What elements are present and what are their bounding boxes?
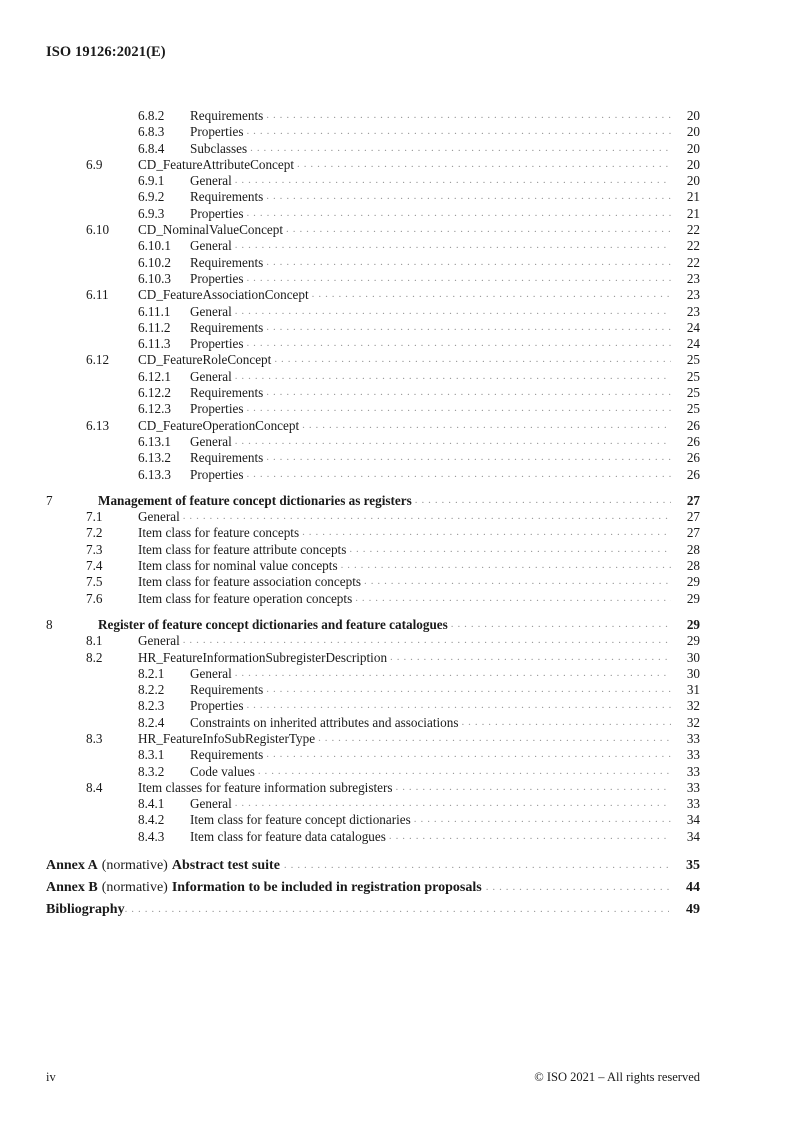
toc-entry[interactable] <box>46 764 700 780</box>
toc-dot-leader <box>341 560 671 573</box>
toc-dot-leader <box>246 469 671 482</box>
toc-dot-leader <box>266 387 671 400</box>
toc-dot-leader <box>312 290 671 303</box>
toc-entry-title: Properties <box>190 205 244 221</box>
toc-entry[interactable] <box>46 715 700 731</box>
toc-dot-leader <box>364 577 671 590</box>
toc-dot-leader <box>235 241 671 254</box>
toc-entry-page-number: 26 <box>686 433 700 449</box>
toc-entry[interactable] <box>46 780 700 796</box>
toc-entry[interactable] <box>46 558 700 574</box>
toc-entry-number: 6.13.3 <box>138 466 171 482</box>
toc-entry[interactable] <box>46 542 700 558</box>
toc-entry-number: 8.3.2 <box>138 763 165 779</box>
toc-entry[interactable] <box>46 574 700 590</box>
toc-entry[interactable] <box>46 124 700 140</box>
toc-entry-page-number: 33 <box>686 730 700 746</box>
toc-dot-leader <box>235 798 671 811</box>
toc-entry-title: Properties <box>190 401 244 417</box>
toc-entry-title: Item classes for feature information subregisters <box>138 779 393 795</box>
toc-entry[interactable] <box>46 682 700 698</box>
toc-entry[interactable] <box>46 829 700 845</box>
toc-dot-leader <box>349 544 671 557</box>
toc-entry-number: 6.8.3 <box>138 124 165 140</box>
toc-entry-page-number: 20 <box>686 140 700 156</box>
toc-entry-page-number: 29 <box>686 590 700 606</box>
toc-annex-list <box>46 855 700 921</box>
toc-dot-leader <box>318 733 671 746</box>
toc-entry-title: Item class for feature attribute concepts <box>138 541 347 557</box>
toc-annex-page-number: 44 <box>686 880 700 896</box>
toc-entry-number: 8.4 <box>86 779 103 795</box>
toc-entry-number: 8.4.1 <box>138 796 165 812</box>
toc-entry[interactable] <box>46 271 700 287</box>
toc-entry-title: Requirements <box>190 189 264 205</box>
toc-entry-page-number: 32 <box>686 714 700 730</box>
toc-entry-number: 6.12.3 <box>138 401 171 417</box>
toc-annex-title: Information to be included in registration proposals <box>171 880 482 896</box>
toc-entry-title: Management of feature concept dictionaries as registers <box>98 492 412 508</box>
toc-entry[interactable] <box>46 633 700 649</box>
toc-entry-page-number: 33 <box>686 747 700 763</box>
toc-entry-title: Requirements <box>190 254 264 270</box>
toc-entry-title: CD_NominalValueConcept <box>138 222 284 238</box>
toc-entry-number: 6.9 <box>86 156 103 172</box>
toc-entry[interactable] <box>46 650 700 666</box>
toc-entry[interactable] <box>46 385 700 401</box>
toc-dot-leader <box>486 884 669 898</box>
toc-entry[interactable] <box>46 812 700 828</box>
toc-dot-leader <box>235 668 671 681</box>
toc-entry-number: 6.11.2 <box>138 319 171 335</box>
toc-entry[interactable] <box>46 666 700 682</box>
toc-entry-title: General <box>190 238 232 254</box>
toc-entry[interactable] <box>46 467 700 483</box>
toc-entry-title: General <box>138 509 180 525</box>
toc-entry-page-number: 21 <box>686 205 700 221</box>
toc-entry-title: Subclasses <box>190 140 248 156</box>
toc-dot-leader <box>461 717 671 730</box>
toc-entry-title: Requirements <box>190 385 264 401</box>
toc-entry-number: 6.11 <box>86 287 109 303</box>
toc-entry-title: Requirements <box>190 450 264 466</box>
toc-entry-page-number: 24 <box>686 336 700 352</box>
document-header-id: ISO 19126:2021(E) <box>46 44 166 60</box>
toc-entry-number: 6.9.1 <box>138 173 165 189</box>
toc-entry[interactable] <box>46 418 700 434</box>
toc-entry[interactable] <box>46 434 700 450</box>
toc-entry[interactable] <box>46 352 700 368</box>
toc-entry-number: 8.1 <box>86 633 103 649</box>
toc-entry-page-number: 32 <box>686 698 700 714</box>
toc-annex-entry[interactable] <box>46 877 700 899</box>
toc-entry-page-number: 21 <box>686 189 700 205</box>
toc-entry-title: General <box>190 796 232 812</box>
toc-entry-list <box>46 108 700 845</box>
toc-dot-leader <box>414 815 671 828</box>
page-footer <box>46 1070 700 1085</box>
toc-entry-number: 6.13.1 <box>138 433 171 449</box>
toc-annex-entry[interactable] <box>46 899 700 921</box>
toc-entry[interactable] <box>46 731 700 747</box>
toc-entry-page-number: 20 <box>686 173 700 189</box>
toc-entry-page-number: 20 <box>686 124 700 140</box>
toc-entry[interactable] <box>46 698 700 714</box>
toc-entry[interactable] <box>46 369 700 385</box>
toc-dot-leader <box>250 143 671 156</box>
toc-annex-title: Abstract test suite <box>171 858 280 874</box>
toc-entry-page-number: 28 <box>686 541 700 557</box>
toc-entry[interactable] <box>46 336 700 352</box>
toc-dot-leader <box>396 782 671 795</box>
toc-annex-label: Annex B <box>46 880 98 896</box>
toc-entry-number: 6.10 <box>86 222 110 238</box>
toc-entry-title: HR_FeatureInformationSubregisterDescription <box>138 649 388 665</box>
table-of-contents <box>46 108 700 921</box>
toc-dot-leader <box>258 766 671 779</box>
toc-dot-leader <box>284 862 669 876</box>
toc-entry-number: 8.2 <box>86 649 103 665</box>
toc-entry-number: 6.11.3 <box>138 336 171 352</box>
toc-entry-title: CD_FeatureOperationConcept <box>138 417 300 433</box>
toc-entry[interactable] <box>46 509 700 525</box>
toc-entry-number: 8.2.4 <box>138 714 165 730</box>
toc-dot-leader <box>246 208 671 221</box>
toc-entry-title: Properties <box>190 124 244 140</box>
toc-entry-number: 6.10.2 <box>138 254 171 270</box>
toc-dot-leader <box>246 127 671 140</box>
toc-entry[interactable] <box>46 141 700 157</box>
toc-entry-page-number: 25 <box>686 368 700 384</box>
toc-entry-page-number: 29 <box>686 633 700 649</box>
toc-dot-leader <box>125 906 669 920</box>
toc-dot-leader <box>235 371 671 384</box>
toc-entry-page-number: 20 <box>686 108 700 123</box>
toc-entry-number: 8.2.2 <box>138 682 165 698</box>
toc-entry-number: 6.12 <box>86 352 110 368</box>
toc-entry-number: 6.10.3 <box>138 270 171 286</box>
toc-entry-page-number: 23 <box>686 303 700 319</box>
toc-entry-title: Requirements <box>190 319 264 335</box>
toc-entry-page-number: 33 <box>686 763 700 779</box>
toc-dot-leader <box>246 273 671 286</box>
toc-entry-title: Requirements <box>190 747 264 763</box>
toc-entry[interactable] <box>46 591 700 607</box>
toc-dot-leader <box>266 684 671 697</box>
toc-entry-title: Properties <box>190 698 244 714</box>
toc-entry-title: Constraints on inherited attributes and associations <box>190 714 459 730</box>
toc-entry-title: Item class for feature concepts <box>138 525 300 541</box>
toc-entry-title: Item class for feature concept dictionaries <box>190 812 411 828</box>
toc-entry[interactable] <box>46 255 700 271</box>
toc-dot-leader <box>274 355 671 368</box>
toc-entry-title: Register of feature concept dictionaries and feature catalogues <box>98 616 448 632</box>
toc-dot-leader <box>246 404 671 417</box>
toc-entry-number: 8.2.3 <box>138 698 165 714</box>
toc-entry[interactable] <box>46 304 700 320</box>
toc-annex-page-number: 35 <box>686 858 700 874</box>
toc-entry-title: Requirements <box>190 108 264 123</box>
toc-entry[interactable] <box>46 222 700 238</box>
toc-entry-number: 8.3 <box>86 730 103 746</box>
toc-entry-page-number: 31 <box>686 682 700 698</box>
toc-entry-title: Properties <box>190 466 244 482</box>
toc-dot-leader <box>246 701 671 714</box>
toc-entry-number: 7.5 <box>86 574 103 590</box>
toc-entry-number: 7.1 <box>86 509 103 525</box>
toc-annex-qualifier: (normative) <box>101 858 168 874</box>
toc-entry-page-number: 34 <box>686 812 700 828</box>
toc-dot-leader <box>302 420 671 433</box>
toc-entry-title: HR_FeatureInfoSubRegisterType <box>138 730 316 746</box>
toc-entry-number: 7.2 <box>86 525 103 541</box>
toc-entry-title: CD_FeatureAssociationConcept <box>138 287 309 303</box>
toc-annex-label: Bibliography <box>46 902 125 918</box>
toc-entry[interactable] <box>46 450 700 466</box>
toc-entry-number: 6.8.4 <box>138 140 165 156</box>
toc-entry-page-number: 27 <box>686 525 700 541</box>
toc-entry-number: 8.3.1 <box>138 747 165 763</box>
toc-entry-page-number: 25 <box>686 385 700 401</box>
toc-dot-leader <box>246 338 671 351</box>
toc-entry-number: 6.12.1 <box>138 368 171 384</box>
toc-entry[interactable] <box>46 238 700 254</box>
toc-entry[interactable] <box>46 189 700 205</box>
toc-entry[interactable] <box>46 206 700 222</box>
toc-entry-page-number: 33 <box>686 779 700 795</box>
toc-entry-page-number: 29 <box>686 616 700 632</box>
toc-annex-page-number: 49 <box>686 902 700 918</box>
toc-entry-page-number: 25 <box>686 352 700 368</box>
toc-entry-page-number: 22 <box>686 254 700 270</box>
toc-entry-title: General <box>190 303 232 319</box>
toc-entry-title: CD_FeatureRoleConcept <box>138 352 272 368</box>
footer-copyright: © ISO 2021 – All rights reserved <box>534 1070 700 1084</box>
toc-entry-number: 6.9.2 <box>138 189 165 205</box>
toc-entry-page-number: 20 <box>686 156 700 172</box>
toc-entry-page-number: 27 <box>686 509 700 525</box>
toc-dot-leader <box>266 257 671 270</box>
toc-entry-page-number: 23 <box>686 287 700 303</box>
toc-entry-number: 7.4 <box>86 558 103 574</box>
toc-entry-page-number: 23 <box>686 270 700 286</box>
toc-dot-leader <box>235 436 671 449</box>
toc-entry-number: 6.13.2 <box>138 450 171 466</box>
toc-dot-leader <box>266 192 671 205</box>
toc-dot-leader <box>390 652 671 665</box>
toc-entry-number: 7 <box>46 492 53 508</box>
toc-entry[interactable] <box>46 493 700 509</box>
toc-entry-page-number: 24 <box>686 319 700 335</box>
toc-entry-title: General <box>138 633 180 649</box>
toc-entry-number: 6.12.2 <box>138 385 171 401</box>
toc-entry[interactable] <box>46 287 700 303</box>
toc-entry-title: Properties <box>190 270 244 286</box>
toc-dot-leader <box>266 322 671 335</box>
toc-entry-title: Item class for feature operation concepts <box>138 590 353 606</box>
toc-dot-leader <box>389 831 671 844</box>
toc-entry-number: 8 <box>46 616 53 632</box>
toc-entry[interactable] <box>46 525 700 541</box>
toc-annex-entry[interactable] <box>46 855 700 877</box>
toc-entry-title: General <box>190 173 232 189</box>
toc-annex-label: Annex A <box>46 858 98 874</box>
toc-entry-number: 7.6 <box>86 590 103 606</box>
toc-entry[interactable] <box>46 320 700 336</box>
toc-entry-title: General <box>190 368 232 384</box>
toc-dot-leader <box>302 528 671 541</box>
toc-entry-page-number: 26 <box>686 417 700 433</box>
toc-entry-title: Item class for feature data catalogues <box>190 828 386 844</box>
toc-entry-page-number: 28 <box>686 558 700 574</box>
toc-entry-number: 8.2.1 <box>138 665 165 681</box>
toc-entry-title: Code values <box>190 763 255 779</box>
toc-entry-title: Item class for nominal value concepts <box>138 558 338 574</box>
toc-entry-page-number: 22 <box>686 238 700 254</box>
toc-entry-page-number: 33 <box>686 796 700 812</box>
toc-entry-number: 8.4.2 <box>138 812 165 828</box>
toc-dot-leader <box>415 495 671 508</box>
toc-entry-page-number: 22 <box>686 222 700 238</box>
toc-entry-number: 7.3 <box>86 541 103 557</box>
toc-entry-number: 6.11.1 <box>138 303 171 319</box>
toc-entry-page-number: 34 <box>686 828 700 844</box>
toc-dot-leader <box>183 636 671 649</box>
toc-entry[interactable] <box>46 157 700 173</box>
toc-entry[interactable] <box>46 796 700 812</box>
toc-entry[interactable] <box>46 401 700 417</box>
toc-entry-number: 6.10.1 <box>138 238 171 254</box>
toc-annex-qualifier: (normative) <box>101 880 168 896</box>
toc-entry-title: General <box>190 433 232 449</box>
toc-dot-leader <box>183 511 671 524</box>
toc-dot-leader <box>266 110 671 123</box>
toc-dot-leader <box>266 750 671 763</box>
toc-entry-page-number: 30 <box>686 649 700 665</box>
toc-entry-title: General <box>190 665 232 681</box>
toc-entry[interactable] <box>46 617 700 633</box>
toc-dot-leader <box>297 159 671 172</box>
toc-entry[interactable] <box>46 108 700 124</box>
toc-entry-page-number: 27 <box>686 492 700 508</box>
toc-entry-title: CD_FeatureAttributeConcept <box>138 156 295 172</box>
toc-entry-page-number: 26 <box>686 450 700 466</box>
toc-entry[interactable] <box>46 747 700 763</box>
toc-dot-leader <box>286 224 671 237</box>
toc-entry-page-number: 26 <box>686 466 700 482</box>
toc-entry-page-number: 29 <box>686 574 700 590</box>
toc-entry-number: 6.13 <box>86 417 110 433</box>
toc-entry-title: Properties <box>190 336 244 352</box>
footer-page-number: iv <box>46 1070 56 1084</box>
toc-entry-number: 8.4.3 <box>138 828 165 844</box>
toc-dot-leader <box>451 619 671 632</box>
toc-entry-page-number: 30 <box>686 665 700 681</box>
toc-entry-number: 6.8.2 <box>138 108 165 123</box>
toc-dot-leader <box>266 453 671 466</box>
toc-entry-number: 6.9.3 <box>138 205 165 221</box>
toc-entry[interactable] <box>46 173 700 189</box>
toc-entry-page-number: 25 <box>686 401 700 417</box>
toc-dot-leader <box>235 306 671 319</box>
toc-entry-title: Item class for feature association concepts <box>138 574 361 590</box>
toc-entry-title: Requirements <box>190 682 264 698</box>
toc-dot-leader <box>235 175 671 188</box>
toc-dot-leader <box>355 593 671 606</box>
